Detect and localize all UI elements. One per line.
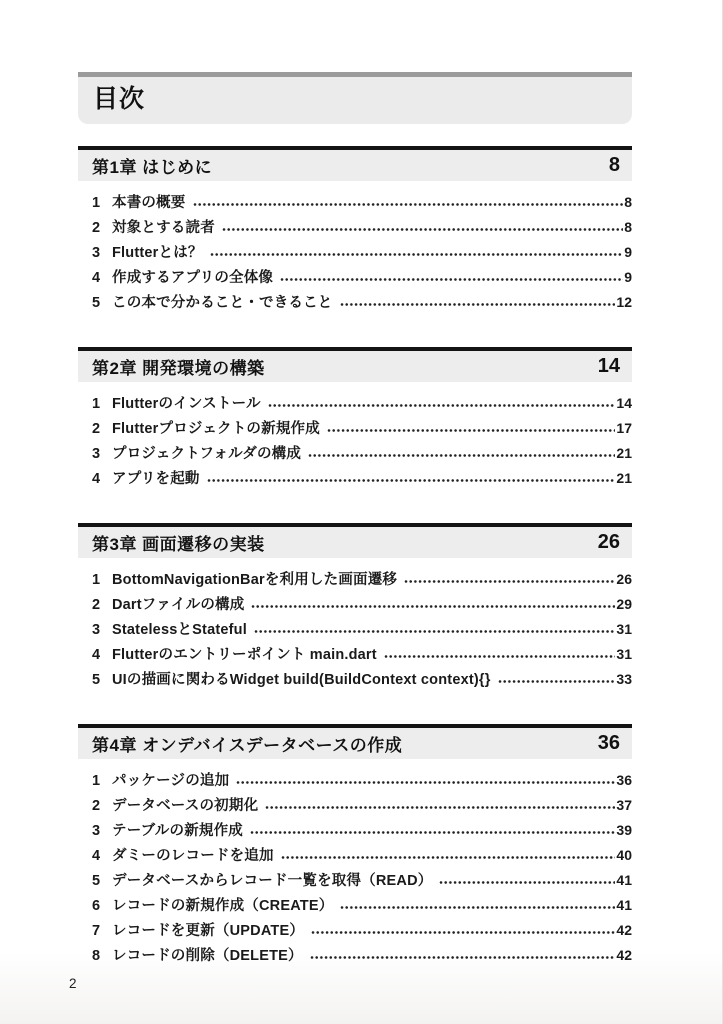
toc-sections — [78, 146, 632, 969]
leader-dots — [268, 403, 616, 408]
item-page-number: 41 — [616, 872, 632, 888]
item-page-number: 41 — [616, 897, 632, 913]
leader-dots — [439, 880, 615, 885]
chapter-title: 第1章 はじめに — [92, 157, 213, 177]
item-page-number: 39 — [616, 822, 632, 838]
leader-dots — [404, 579, 615, 584]
item-title: この本で分かること・できること — [112, 295, 333, 311]
leader-dots — [193, 202, 624, 207]
item-page-number: 42 — [616, 922, 632, 938]
chapter-page-number: 36 — [597, 731, 620, 754]
item-number: 4 — [92, 270, 101, 286]
item-number: 4 — [92, 471, 101, 487]
chapter-page-number: 8 — [608, 153, 620, 176]
item-title: レコードを更新（UPDATE） — [112, 923, 305, 939]
toc-item — [92, 668, 632, 693]
toc-item — [92, 819, 632, 844]
toc-item — [92, 417, 632, 442]
item-number: 3 — [92, 622, 101, 638]
chapter-items — [78, 191, 632, 316]
toc-item — [92, 392, 632, 417]
item-number: 7 — [92, 923, 101, 939]
chapter-header — [78, 523, 632, 558]
chapter-page-number: 26 — [597, 530, 620, 553]
chapter-items — [78, 568, 632, 693]
item-page-number: 12 — [616, 294, 632, 310]
item-page-number: 8 — [624, 219, 632, 235]
toc-item — [92, 442, 632, 467]
item-title: Flutterプロジェクトの新規作成 — [112, 421, 320, 437]
item-page-number: 14 — [616, 395, 632, 411]
chapter-section — [78, 523, 632, 693]
item-title: アプリを起動 — [112, 471, 200, 487]
toc-item — [92, 291, 632, 316]
leader-dots — [254, 629, 615, 634]
item-number: 2 — [92, 798, 101, 814]
item-number: 2 — [92, 421, 101, 437]
chapter-title: 第3章 画面遷移の実装 — [92, 534, 265, 554]
leader-dots — [281, 855, 616, 860]
item-number: 5 — [92, 873, 101, 889]
leader-dots — [236, 780, 615, 785]
chapter-section — [78, 146, 632, 316]
item-title: BottomNavigationBarを利用した画面遷移 — [112, 572, 398, 588]
item-page-number: 9 — [624, 244, 632, 260]
item-number: 3 — [92, 823, 101, 839]
chapter-items — [78, 769, 632, 969]
item-page-number: 29 — [616, 596, 632, 612]
item-number: 1 — [92, 396, 101, 412]
item-number: 1 — [92, 195, 101, 211]
item-title: 対象とする読者 — [112, 220, 215, 236]
item-page-number: 33 — [616, 671, 632, 687]
leader-dots — [207, 478, 616, 483]
item-page-number: 37 — [616, 797, 632, 813]
item-number: 4 — [92, 848, 101, 864]
chapter-title: 第2章 開発環境の構築 — [92, 358, 265, 378]
item-title: 本書の概要 — [112, 195, 186, 211]
item-title: StatelessとStateful — [112, 622, 247, 638]
toc-item — [92, 593, 632, 618]
chapter-header — [78, 347, 632, 382]
toc-item — [92, 769, 632, 794]
item-title: テーブルの新規作成 — [112, 823, 243, 839]
toc-header — [78, 72, 632, 124]
item-title: パッケージの追加 — [112, 773, 230, 789]
item-title: Flutterとは？ — [112, 245, 203, 261]
chapter-page-number: 14 — [597, 354, 620, 377]
item-page-number: 9 — [624, 269, 632, 285]
item-title: Flutterのエントリーポイント main.dart — [112, 647, 377, 663]
item-title: Dartファイルの構成 — [112, 597, 245, 613]
leader-dots — [340, 302, 616, 307]
item-number: 2 — [92, 220, 101, 236]
chapter-header — [78, 146, 632, 181]
item-title: 作成するアプリの全体像 — [112, 270, 274, 286]
item-number: 5 — [92, 295, 101, 311]
toc-item — [92, 191, 632, 216]
item-number: 3 — [92, 245, 101, 261]
leader-dots — [265, 805, 615, 810]
item-page-number: 31 — [616, 621, 632, 637]
item-title: ダミーのレコードを追加 — [112, 848, 274, 864]
toc-item — [92, 618, 632, 643]
item-number: 2 — [92, 597, 101, 613]
leader-dots — [498, 679, 616, 684]
item-number: 4 — [92, 647, 101, 663]
item-title: プロジェクトフォルダの構成 — [112, 446, 302, 462]
item-number: 6 — [92, 898, 101, 914]
chapter-title: 第4章 オンデバイスデータベースの作成 — [92, 735, 403, 755]
item-page-number: 26 — [616, 571, 632, 587]
item-title: UIの描画に関わるWidget build(BuildContext context){} — [112, 672, 491, 688]
leader-dots — [340, 905, 615, 910]
leader-dots — [210, 252, 624, 257]
toc-item — [92, 869, 632, 894]
item-page-number: 8 — [624, 194, 632, 210]
leader-dots — [384, 654, 616, 659]
leader-dots — [251, 604, 615, 609]
leader-dots — [311, 930, 615, 935]
item-page-number: 31 — [616, 646, 632, 662]
toc-item — [92, 241, 632, 266]
toc-item — [92, 643, 632, 668]
item-page-number: 36 — [616, 772, 632, 788]
item-page-number: 21 — [616, 470, 632, 486]
item-number: 1 — [92, 773, 101, 789]
toc-item — [92, 844, 632, 869]
item-page-number: 40 — [616, 847, 632, 863]
toc-content — [78, 72, 632, 1000]
toc-item — [92, 216, 632, 241]
toc-item — [92, 919, 632, 944]
toc-item — [92, 568, 632, 593]
toc-title: 目次 — [78, 77, 632, 124]
toc-item — [92, 467, 632, 492]
item-title: レコードの削除（DELETE） — [112, 948, 303, 964]
page-number: 2 — [69, 976, 77, 991]
item-page-number: 17 — [616, 420, 632, 436]
toc-item — [92, 794, 632, 819]
leader-dots — [308, 453, 615, 458]
item-number: 8 — [92, 948, 101, 964]
toc-item — [92, 944, 632, 969]
item-number: 5 — [92, 672, 101, 688]
leader-dots — [280, 277, 623, 282]
item-number: 3 — [92, 446, 101, 462]
chapter-section — [78, 347, 632, 492]
chapter-items — [78, 392, 632, 492]
leader-dots — [310, 955, 616, 960]
chapter-header — [78, 724, 632, 759]
leader-dots — [250, 830, 615, 835]
toc-item — [92, 894, 632, 919]
item-number: 1 — [92, 572, 101, 588]
chapter-section — [78, 724, 632, 969]
item-page-number: 42 — [616, 947, 632, 963]
item-page-number: 21 — [616, 445, 632, 461]
leader-dots — [327, 428, 616, 433]
item-title: レコードの新規作成（CREATE） — [112, 898, 334, 914]
toc-item — [92, 266, 632, 291]
item-title: Flutterのインストール — [112, 396, 261, 412]
leader-dots — [222, 227, 623, 232]
item-title: データベースからレコード一覧を取得（READ） — [112, 873, 433, 889]
item-title: データベースの初期化 — [112, 798, 259, 814]
